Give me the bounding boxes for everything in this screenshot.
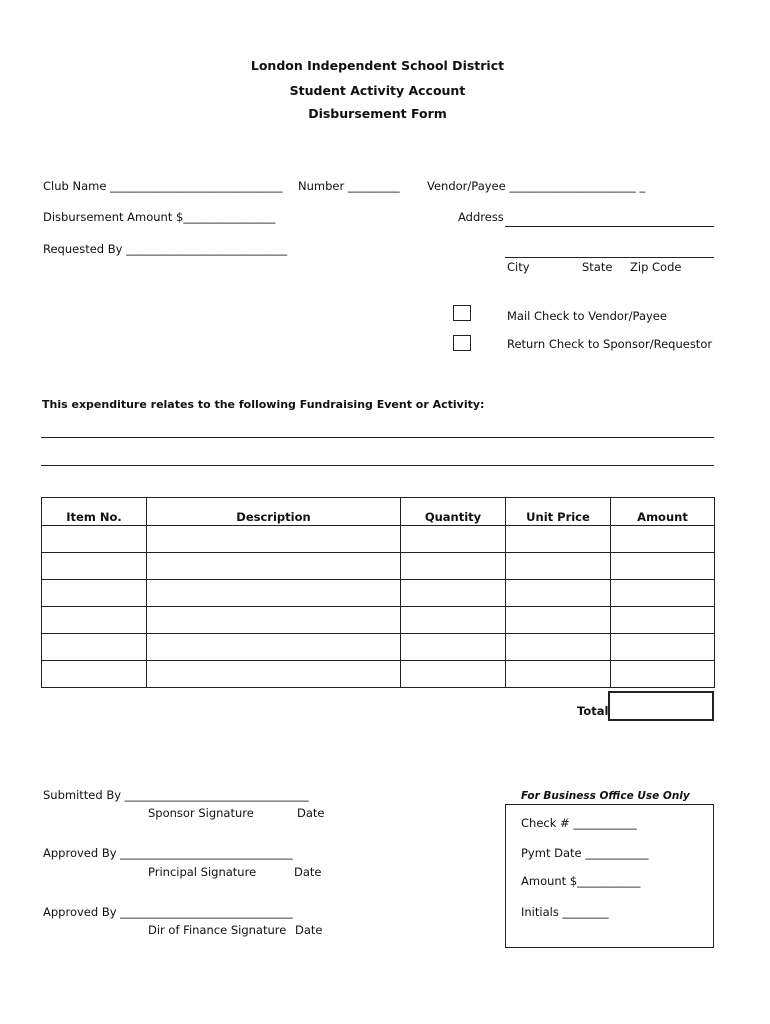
amount-cell[interactable]: [611, 607, 715, 634]
description-cell[interactable]: [147, 661, 401, 688]
unit-price-cell[interactable]: [506, 580, 611, 607]
table-header-row: [42, 498, 715, 526]
item-no-cell[interactable]: [42, 634, 147, 661]
vendor-payee-field[interactable]: Vendor/Payee ______________________ _: [427, 179, 646, 193]
unit-price-cell[interactable]: [506, 607, 611, 634]
principal-signature-label: Principal Signature: [148, 865, 257, 879]
table-row: [42, 634, 715, 661]
submitted-by-field[interactable]: Submitted By ________________________________: [43, 788, 309, 802]
unit-price-cell[interactable]: [506, 553, 611, 580]
expenditure-line-2[interactable]: [41, 465, 714, 466]
account-title: Student Activity Account: [289, 83, 466, 98]
table-row: [42, 607, 715, 634]
quantity-cell[interactable]: [401, 526, 506, 553]
approved-by-finance-field[interactable]: Approved By ______________________________: [43, 905, 293, 919]
table-row: [42, 526, 715, 553]
unit-price-cell[interactable]: [506, 634, 611, 661]
date-label: Date: [297, 806, 325, 820]
address-line[interactable]: [505, 226, 714, 227]
initials-field[interactable]: Initials ________: [521, 905, 609, 919]
finance-signature-label: Dir of Finance Signature: [148, 923, 287, 937]
item-no-cell[interactable]: [42, 553, 147, 580]
return-check-checkbox[interactable]: [453, 335, 471, 351]
table-row: [42, 661, 715, 688]
requested-by-field[interactable]: Requested By ____________________________: [43, 242, 288, 256]
description-cell[interactable]: [147, 553, 401, 580]
table-row: [42, 553, 715, 580]
items-table: [41, 497, 715, 688]
amount-cell[interactable]: [611, 580, 715, 607]
item-no-cell[interactable]: [42, 526, 147, 553]
description-cell[interactable]: [147, 607, 401, 634]
item-no-cell[interactable]: [42, 580, 147, 607]
unit-price-cell[interactable]: [506, 526, 611, 553]
amount-cell[interactable]: [611, 526, 715, 553]
club-name-field[interactable]: Club Name ______________________________: [43, 179, 283, 193]
approved-by-principal-field[interactable]: Approved By ______________________________: [43, 846, 293, 860]
amount-cell[interactable]: [611, 661, 715, 688]
total-label: Total: [577, 704, 609, 718]
description-header: Description: [147, 498, 401, 526]
return-check-label: Return Check to Sponsor/Requestor: [507, 337, 713, 351]
city-state-zip-line[interactable]: [505, 257, 714, 258]
unit-price-cell[interactable]: [506, 661, 611, 688]
total-amount-box[interactable]: [608, 691, 714, 721]
amount-cell[interactable]: [611, 634, 715, 661]
item-no-header: Item No.: [42, 498, 147, 526]
disbursement-amount-field[interactable]: Disbursement Amount $________________: [43, 210, 276, 224]
amount-header: Amount: [611, 498, 715, 526]
form-title: Disbursement Form: [308, 106, 447, 121]
date-label: Date: [294, 865, 322, 879]
office-amount-field[interactable]: Amount $___________: [521, 874, 641, 888]
mail-check-checkbox[interactable]: [453, 305, 471, 321]
zip-code-label: Zip Code: [630, 260, 682, 274]
number-field[interactable]: Number _________: [298, 179, 400, 193]
expenditure-line-1[interactable]: [41, 437, 714, 438]
item-no-cell[interactable]: [42, 661, 147, 688]
date-label: Date: [295, 923, 323, 937]
quantity-cell[interactable]: [401, 661, 506, 688]
business-office-heading: For Business Office Use Only: [521, 790, 690, 802]
description-cell[interactable]: [147, 634, 401, 661]
address-label: Address: [458, 210, 504, 224]
description-cell[interactable]: [147, 580, 401, 607]
quantity-cell[interactable]: [401, 553, 506, 580]
state-label: State: [582, 260, 613, 274]
item-no-cell[interactable]: [42, 607, 147, 634]
quantity-header: Quantity: [401, 498, 506, 526]
table-row: [42, 580, 715, 607]
check-number-field[interactable]: Check # ___________: [521, 816, 637, 830]
mail-check-label: Mail Check to Vendor/Payee: [507, 309, 667, 323]
unit-price-header: Unit Price: [506, 498, 611, 526]
sponsor-signature-label: Sponsor Signature: [148, 806, 254, 820]
amount-cell[interactable]: [611, 553, 715, 580]
city-label: City: [507, 260, 530, 274]
expenditure-label: This expenditure relates to the following Fundraising Event or Activity:: [42, 398, 485, 411]
quantity-cell[interactable]: [401, 580, 506, 607]
quantity-cell[interactable]: [401, 607, 506, 634]
payment-date-field[interactable]: Pymt Date ___________: [521, 846, 649, 860]
description-cell[interactable]: [147, 526, 401, 553]
quantity-cell[interactable]: [401, 634, 506, 661]
district-title: London Independent School District: [250, 58, 505, 73]
